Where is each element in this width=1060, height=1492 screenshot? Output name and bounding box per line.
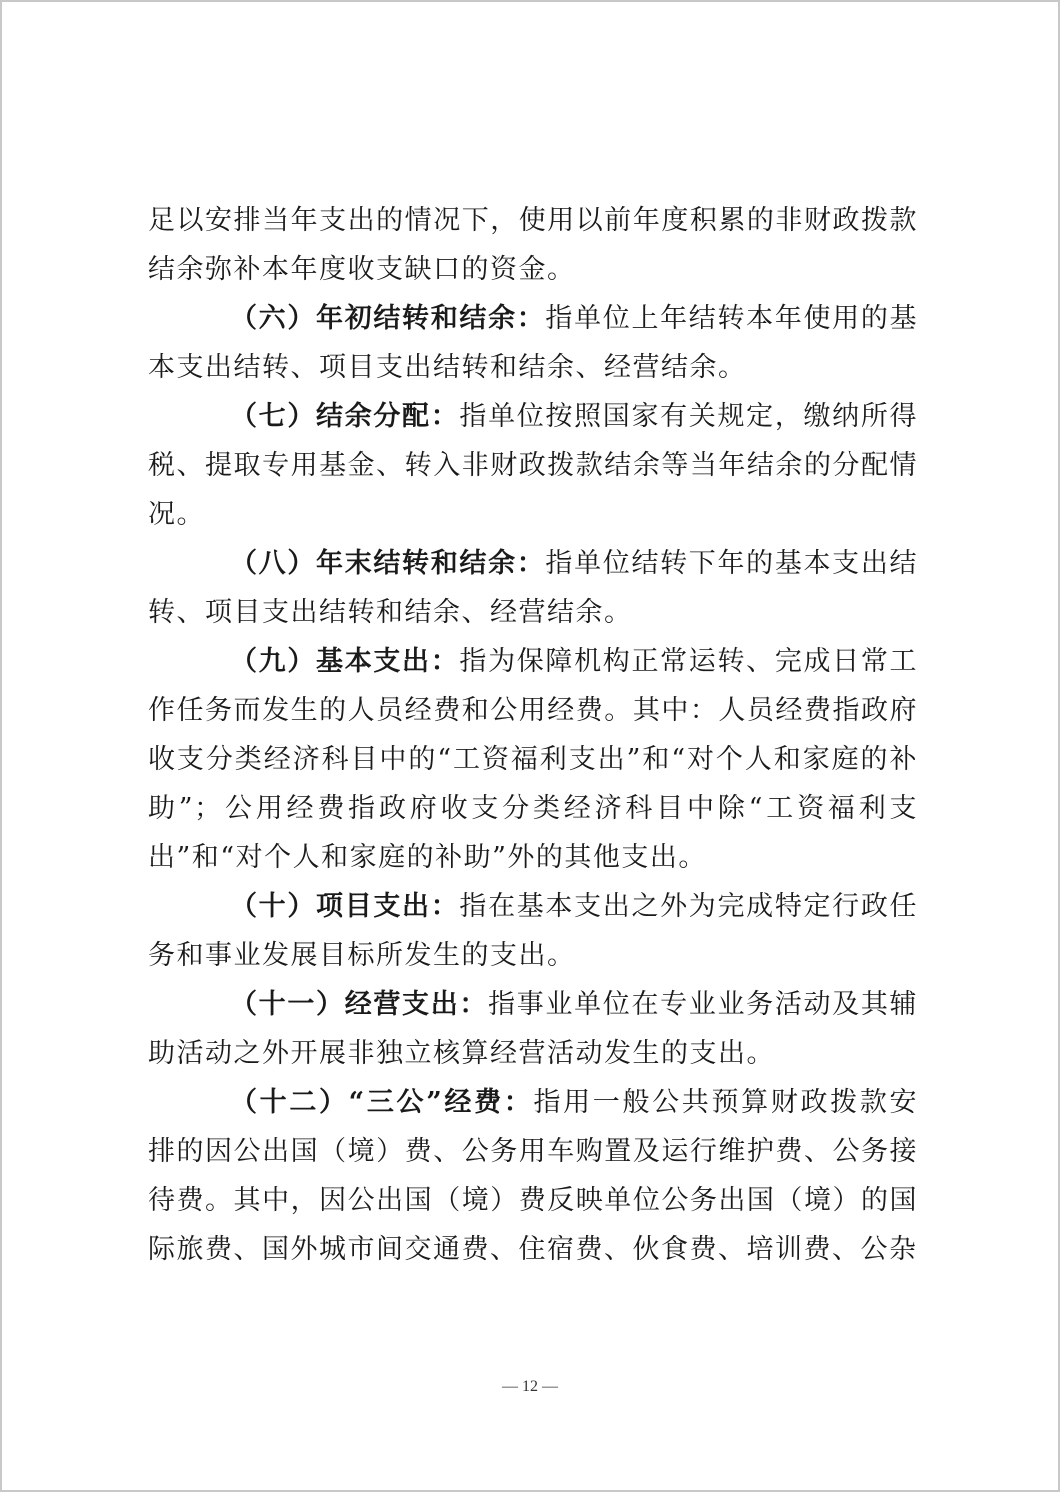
paragraph-text: 指用一般公共预算财政拨款安排的因公出国（境）费、公务用车购置及运行维护费、公务接待费。其中，因公出国（境）费反映单位公务出国（境）的国际旅费、国外城市间交通费、住宿费、伙食费、培训费、公杂: [148, 1087, 919, 1265]
paragraph-operating-expenditure: [148, 980, 918, 1078]
document-body: [148, 196, 918, 1274]
paragraph-term: （十）项目支出：: [230, 891, 460, 922]
paragraph-opening-balance: [148, 294, 918, 392]
paragraph-surplus-distribution: [148, 392, 918, 539]
paragraph-term: （十一）经营支出：: [230, 989, 489, 1020]
paragraph-text: 指单位上年结转本年使用的基本支出结转、项目支出结转和结余、经营结余。: [148, 303, 919, 383]
paragraph-term: （六）年初结转和结余：: [230, 303, 546, 334]
paragraph-term: （七）结余分配：: [230, 401, 460, 432]
paragraph-text: 指单位按照国家有关规定，缴纳所得税、提取专用基金、转入非财政拨款结余等当年结余的分配情况。: [148, 401, 919, 530]
paragraph-basic-expenditure: [148, 637, 918, 882]
paragraph-three-public-expenses: [148, 1078, 918, 1274]
paragraph-text: 指为保障机构正常运转、完成日常工作任务而发生的人员经费和公用经费。其中：人员经费指政府收支分类经济科目中的“工资福利支出”和“对个人和家庭的补助”；公用经费指政府收支分类经济科目中除“工资福利支出”和“对个人和家庭的补助”外的其他支出。: [148, 646, 919, 873]
paragraph-text: 指单位结转下年的基本支出结转、项目支出结转和结余、经营结余。: [148, 548, 919, 628]
page-number: — 12 —: [502, 1378, 558, 1395]
paragraph-text: 指在基本支出之外为完成特定行政任务和事业发展目标所发生的支出。: [148, 891, 919, 971]
paragraph-continuation: [148, 196, 918, 294]
paragraph-term: （八）年末结转和结余：: [230, 548, 546, 579]
paragraph-project-expenditure: [148, 882, 918, 980]
paragraph-term: （十二）“三公”经费：: [230, 1087, 534, 1118]
paragraph-term: （九）基本支出：: [230, 646, 460, 677]
paragraph-text: 指事业单位在专业业务活动及其辅助活动之外开展非独立核算经营活动发生的支出。: [148, 989, 919, 1069]
paragraph-closing-balance: [148, 539, 918, 637]
paragraph-text: 足以安排当年支出的情况下，使用以前年度积累的非财政拨款结余弥补本年度收支缺口的资金。: [148, 205, 918, 285]
